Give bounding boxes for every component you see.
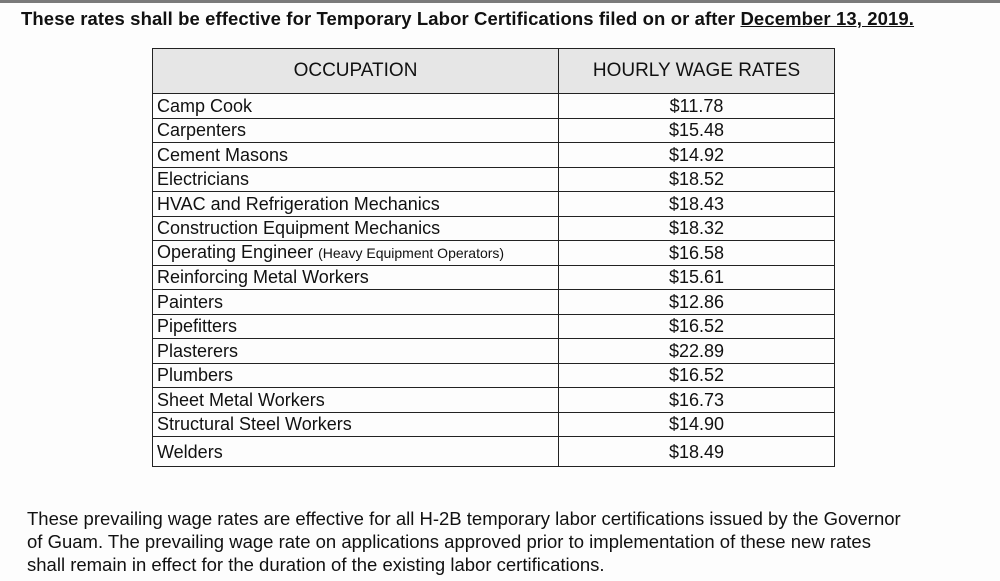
occupation-name: Carpenters <box>157 120 247 141</box>
occupation-cell <box>153 265 559 290</box>
occupation-cell <box>153 363 559 388</box>
occupation-name: Cement Masons <box>157 144 289 165</box>
occupation-name: Electricians <box>157 169 250 190</box>
hourly-rate-cell: $14.90 <box>559 412 835 437</box>
hourly-rate-cell: $11.78 <box>559 94 835 119</box>
occupation-name: Construction Equipment Mechanics <box>157 218 441 239</box>
page-heading <box>21 8 914 30</box>
occupation-cell <box>153 437 559 467</box>
hourly-rate-cell: $16.58 <box>559 241 835 266</box>
table-header-row <box>153 49 835 94</box>
hourly-rate-cell: $16.52 <box>559 363 835 388</box>
occupation-cell <box>153 314 559 339</box>
occupation-name: Painters <box>157 291 224 312</box>
footer-line: These prevailing wage rates are effective for all H-2B temporary labor certifications issued by the Governor <box>27 508 901 529</box>
occupation-cell <box>153 412 559 437</box>
table-row <box>153 314 835 339</box>
hourly-rate-cell: $14.92 <box>559 143 835 168</box>
table-row <box>153 339 835 364</box>
table-row <box>153 241 835 266</box>
table-row <box>153 192 835 217</box>
top-divider <box>0 0 1000 3</box>
occupation-name: Pipefitters <box>157 316 238 337</box>
occupation-name: Reinforcing Metal Workers <box>157 267 369 288</box>
occupation-cell <box>153 388 559 413</box>
column-header-hourly-wage-rates: HOURLY WAGE RATES <box>559 49 835 94</box>
table-row <box>153 94 835 119</box>
occupation-cell <box>153 167 559 192</box>
effective-date: December 13, 2019. <box>740 8 915 29</box>
hourly-rate-cell: $15.61 <box>559 265 835 290</box>
footer-line: of Guam. The prevailing wage rate on applications approved prior to implementation of these new rates <box>27 531 871 552</box>
hourly-rate-cell: $18.49 <box>559 437 835 467</box>
table-row <box>153 143 835 168</box>
occupation-note: (Heavy Equipment Operators) <box>318 245 505 262</box>
hourly-rate-cell: $16.73 <box>559 388 835 413</box>
table-row <box>153 412 835 437</box>
occupation-name: Welders <box>157 441 223 462</box>
heading-text: These rates shall be effective for Temporary Labor Certifications filed on or after <box>21 8 741 29</box>
occupation-name: HVAC and Refrigeration Mechanics <box>157 193 440 214</box>
wage-rates-table <box>152 48 835 467</box>
table-row <box>153 118 835 143</box>
occupation-cell <box>153 290 559 315</box>
hourly-rate-cell: $18.43 <box>559 192 835 217</box>
column-header-occupation: OCCUPATION <box>153 49 559 94</box>
table-row <box>153 167 835 192</box>
occupation-cell <box>153 118 559 143</box>
occupation-cell <box>153 241 559 266</box>
occupation-name: Plasterers <box>157 340 239 361</box>
occupation-name: Plumbers <box>157 365 234 386</box>
footer-line: shall remain in effect for the duration of the existing labor certifications. <box>27 554 605 575</box>
occupation-name: Structural Steel Workers <box>157 414 352 435</box>
hourly-rate-cell: $15.48 <box>559 118 835 143</box>
occupation-cell <box>153 143 559 168</box>
occupation-cell <box>153 339 559 364</box>
occupation-cell <box>153 94 559 119</box>
hourly-rate-cell: $18.52 <box>559 167 835 192</box>
occupation-name: Operating Engineer <box>157 242 314 263</box>
table-row <box>153 363 835 388</box>
table-row <box>153 290 835 315</box>
table-row <box>153 437 835 467</box>
hourly-rate-cell: $16.52 <box>559 314 835 339</box>
occupation-cell <box>153 192 559 217</box>
occupation-cell <box>153 216 559 241</box>
occupation-name: Sheet Metal Workers <box>157 389 325 410</box>
hourly-rate-cell: $18.32 <box>559 216 835 241</box>
hourly-rate-cell: $22.89 <box>559 339 835 364</box>
table-row <box>153 265 835 290</box>
hourly-rate-cell: $12.86 <box>559 290 835 315</box>
occupation-name: Camp Cook <box>157 95 253 116</box>
table-body <box>153 94 835 467</box>
footer-note <box>27 507 977 576</box>
table-row <box>153 216 835 241</box>
table-row <box>153 388 835 413</box>
